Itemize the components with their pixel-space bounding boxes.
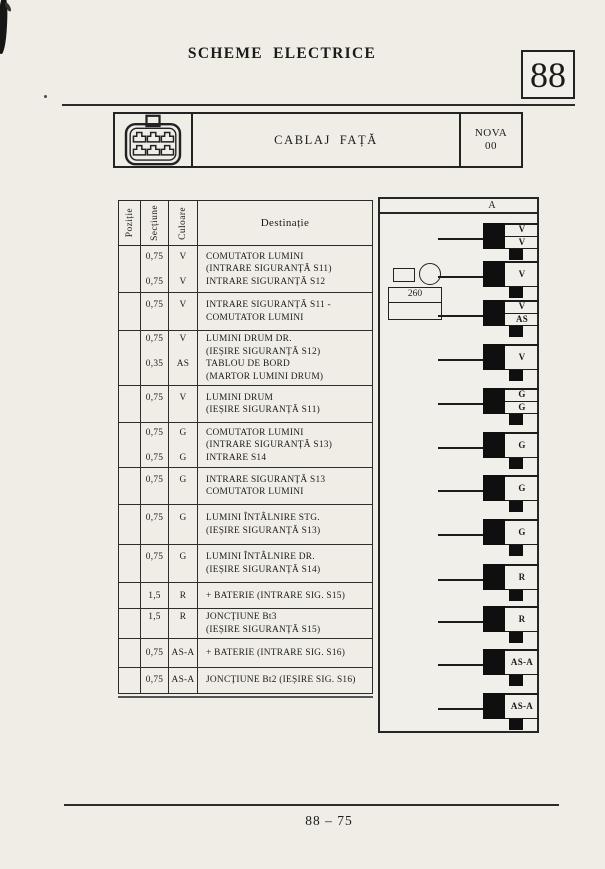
fuse-body: [483, 223, 505, 249]
page-title: SCHEME ELECTRICE: [187, 45, 377, 62]
table-row: [119, 505, 372, 545]
fuse-group: [380, 606, 537, 644]
col-header-sectiune: [141, 201, 169, 245]
table-row: [119, 246, 372, 293]
cell-line: [169, 346, 197, 359]
table-row: [119, 386, 372, 423]
table-row: [119, 331, 372, 386]
cell-pozitie: [119, 246, 141, 292]
cell-line: 0,75: [145, 675, 164, 686]
fuse-group: [380, 300, 537, 338]
col-header-culoare: [169, 201, 198, 245]
cell-line: TABLOU DE BORD: [206, 359, 290, 370]
model-name: NOVA: [474, 127, 508, 139]
wiring-table: [118, 200, 373, 694]
cell-line: 0,75: [145, 334, 164, 345]
cell-culoare: [169, 246, 198, 292]
fuse-group: [380, 261, 537, 299]
table-row: [119, 545, 372, 583]
wire-line: [438, 621, 483, 623]
cell-sectiune: [141, 468, 169, 504]
cell-pozitie: [119, 423, 141, 467]
cell-sectiune: [141, 505, 169, 544]
cell-line: [169, 263, 197, 276]
cell-pozitie: [119, 545, 141, 582]
fuse-tab: [509, 287, 523, 298]
table-row: [119, 423, 372, 468]
fuse-labels: [505, 519, 539, 545]
fuse-labels: [505, 261, 539, 287]
cell-line: 0,75: [145, 251, 164, 262]
fuse-tab: [509, 249, 523, 260]
col-header-destinatie: Destinație: [260, 217, 310, 229]
fuse-labels: [505, 606, 539, 632]
fuse-group: [380, 693, 537, 731]
cell-pozitie: [119, 468, 141, 504]
wire-line: [438, 490, 483, 492]
cell-pozitie: [119, 583, 141, 608]
cell-culoare: [169, 639, 198, 667]
fuse-group: [380, 344, 537, 382]
cell-line: INTRARE S14: [206, 452, 267, 463]
fuse-group: [380, 388, 537, 426]
footer-page-ref: 88 – 75: [305, 813, 353, 828]
cell-line: 0,35: [145, 359, 164, 370]
cell-line: (INTRARE SIGURANȚĂ S13): [206, 440, 333, 451]
cell-line: [141, 439, 168, 452]
cell-pozitie: [119, 609, 141, 638]
fuse-label: AS: [505, 313, 539, 326]
fuse-tab: [509, 675, 523, 686]
cell-destinatie: [198, 246, 372, 292]
fuse-label: G: [518, 440, 526, 450]
cell-culoare: [169, 545, 198, 582]
cell-sectiune: [141, 386, 169, 422]
cell-line: INTRARE SIGURANȚĂ S12: [206, 276, 326, 287]
cell-destinatie: [198, 331, 372, 385]
fuse-tab: [509, 545, 523, 556]
cell-culoare: [169, 331, 198, 385]
cell-pozitie: [119, 668, 141, 693]
wire-line: [438, 403, 483, 405]
cell-line: AS-A: [171, 675, 195, 686]
model-cell: [459, 114, 521, 166]
page-number: 88: [530, 54, 566, 95]
fuse-label: V: [505, 236, 539, 249]
fuse-tab: [509, 326, 523, 337]
cell-destinatie: [198, 609, 372, 638]
footer-rule: [64, 804, 559, 806]
cell-line: V: [179, 392, 187, 403]
wire-line: [438, 579, 483, 581]
cell-destinatie: [198, 583, 372, 608]
cell-destinatie: [198, 545, 372, 582]
fuse-labels: [505, 475, 539, 501]
wire-line: [438, 447, 483, 449]
cell-pozitie: [119, 505, 141, 544]
fuse-body: [483, 519, 505, 545]
cell-culoare: [169, 423, 198, 467]
cell-destinatie: [198, 293, 372, 330]
wire-line: [438, 315, 483, 317]
table-row: [119, 293, 372, 331]
table-row: [119, 609, 372, 639]
cell-sectiune: [141, 293, 169, 330]
cell-destinatie: [198, 668, 372, 693]
cell-line: 1,5: [148, 590, 161, 601]
cell-line: 1,5: [148, 612, 161, 623]
fuse-tab: [509, 719, 523, 730]
fuse-tab: [509, 458, 523, 469]
fuse-tab: [509, 414, 523, 425]
fuse-tab: [509, 632, 523, 643]
cell-line: + BATERIE (INTRARE SIG. S15): [206, 590, 346, 601]
fuse-body: [483, 475, 505, 501]
cell-sectiune: [141, 639, 169, 667]
table-row: [119, 668, 372, 693]
cell-sectiune: [141, 246, 169, 292]
cell-line: R: [179, 590, 187, 601]
fuse-labels: [505, 649, 539, 675]
fuse-label: V: [518, 352, 526, 362]
cell-culoare: [169, 609, 198, 638]
cell-line: 0,75: [145, 300, 164, 311]
table-row: [119, 468, 372, 505]
cell-line: LUMINI ÎNTÂLNIRE DR.: [206, 552, 315, 563]
fuse-body: [483, 606, 505, 632]
cell-line: R: [179, 612, 187, 623]
cell-culoare: [169, 505, 198, 544]
cell-line: COMUTATOR LUMINI: [206, 312, 304, 323]
cell-culoare: [169, 468, 198, 504]
fuse-group: [380, 223, 537, 261]
cell-culoare: [169, 386, 198, 422]
cell-line: INTRARE SIGURANȚĂ S11 -: [206, 300, 331, 311]
cell-line: (IEȘIRE SIGURANȚĂ S14): [206, 564, 321, 575]
cell-pozitie: [119, 293, 141, 330]
cell-culoare: [169, 583, 198, 608]
fuse-labels: [505, 223, 539, 249]
wire-line: [438, 359, 483, 361]
cell-sectiune: [141, 583, 169, 608]
cell-line: G: [179, 474, 187, 485]
header-bar-title: CABLAJ FAȚĂ: [274, 132, 378, 147]
cell-destinatie: [198, 423, 372, 467]
cell-pozitie: [119, 331, 141, 385]
cell-line: LUMINI ÎNTÂLNIRE STG.: [206, 513, 320, 524]
fuse-group: [380, 475, 537, 513]
fuse-label: G: [518, 483, 526, 493]
fuse-body: [483, 261, 505, 287]
cell-pozitie: [119, 639, 141, 667]
fuse-body: [483, 649, 505, 675]
cell-culoare: [169, 668, 198, 693]
fuse-group: [380, 432, 537, 470]
cell-line: (IEȘIRE SIGURANȚĂ S12): [206, 346, 321, 357]
cell-line: (IEȘIRE SIGURANȚĂ S13): [206, 525, 321, 536]
cell-line: 0,75: [145, 452, 164, 463]
connector-6pin-icon: [123, 113, 183, 167]
cell-line: AS: [176, 359, 190, 370]
scan-speck: [44, 95, 47, 98]
model-code: 00: [485, 140, 497, 152]
cell-line: INTRARE SIGURANȚĂ S13: [206, 474, 326, 485]
table-header-row: [119, 201, 372, 246]
cell-line: (MARTOR LUMINI DRUM): [206, 372, 324, 383]
cell-pozitie: [119, 386, 141, 422]
cell-line: 0,75: [145, 513, 164, 524]
fuse-tab: [509, 370, 523, 381]
cell-sectiune: [141, 423, 169, 467]
page-number-box: [521, 50, 575, 99]
wire-line: [438, 664, 483, 666]
header-rule: [62, 104, 575, 106]
fuse-group: [380, 519, 537, 557]
fuse-body: [483, 564, 505, 590]
table-row: [119, 583, 372, 609]
cell-line: LUMINI DRUM: [206, 392, 274, 403]
cell-destinatie: [198, 386, 372, 422]
col-header-pozitie-label: Poziție: [124, 208, 135, 238]
col-header-culoare-label: Culoare: [178, 206, 188, 240]
wire-line: [438, 708, 483, 710]
fuse-body: [483, 432, 505, 458]
cell-line: V: [179, 300, 187, 311]
table-row: [119, 639, 372, 668]
header-bar: [113, 112, 523, 168]
fuse-tab: [509, 590, 523, 601]
cell-line: G: [179, 452, 187, 463]
fuse-body: [483, 344, 505, 370]
cell-line: V: [179, 334, 187, 345]
cell-line: [141, 263, 168, 276]
cell-line: 0,75: [145, 474, 164, 485]
fuse-label: AS-A: [510, 701, 534, 711]
diagram-panel: [378, 197, 539, 733]
cell-line: [141, 346, 168, 359]
cell-destinatie: [198, 468, 372, 504]
wire-line: [438, 534, 483, 536]
cell-line: AS-A: [171, 648, 195, 659]
cell-line: LUMINI DRUM DR.: [206, 334, 292, 345]
cell-sectiune: [141, 668, 169, 693]
fuse-labels: [505, 564, 539, 590]
cell-sectiune: [141, 609, 169, 638]
cell-line: G: [179, 552, 187, 563]
cell-line: (IEȘIRE SIGURANȚĂ S11): [206, 405, 321, 416]
fuse-body: [483, 693, 505, 719]
col-header-pozitie: [119, 201, 141, 245]
connector-cell: [115, 114, 193, 166]
cell-line: [169, 439, 197, 452]
fuse-label: R: [518, 572, 526, 582]
cell-line: JONCȚIUNE Bt2 (IEȘIRE SIG. S16): [206, 675, 356, 686]
fuse-label: V: [518, 301, 526, 311]
cell-destinatie: [198, 639, 372, 667]
cell-line: G: [179, 513, 187, 524]
zone-label: A: [488, 200, 496, 211]
cell-line: 0,75: [145, 648, 164, 659]
component-label: 260: [389, 288, 441, 303]
wire-line: [438, 238, 483, 240]
cell-line: (IEȘIRE SIGURANȚĂ S15): [206, 624, 321, 635]
cell-sectiune: [141, 331, 169, 385]
fuse-body: [483, 300, 505, 326]
cell-line: COMUTATOR LUMINI: [206, 251, 304, 262]
cell-line: COMUTATOR LUMINI: [206, 427, 304, 438]
fuse-label: R: [518, 614, 526, 624]
cell-line: + BATERIE (INTRARE SIG. S16): [206, 648, 346, 659]
fuse-group: [380, 564, 537, 602]
cell-culoare: [169, 293, 198, 330]
table-underline: [118, 696, 373, 698]
cell-line: 0,75: [145, 427, 164, 438]
cell-line: 0,75: [145, 276, 164, 287]
fuse-group: [380, 649, 537, 687]
cell-line: 0,75: [145, 392, 164, 403]
col-header-sectiune-label: Secțiune: [149, 205, 160, 241]
cell-line: COMUTATOR LUMINI: [206, 487, 304, 498]
cell-line: G: [179, 427, 187, 438]
wiring-table-body: [119, 246, 372, 693]
fuse-label: V: [518, 269, 526, 279]
cell-line: (INTRARE SIGURANȚĂ S11): [206, 264, 332, 275]
cell-line: V: [179, 251, 187, 262]
cell-line: 0,75: [145, 552, 164, 563]
fuse-labels: [505, 388, 539, 414]
wire-line: [438, 276, 483, 278]
fuse-label: V: [518, 224, 526, 234]
fuse-label: AS-A: [510, 657, 534, 667]
fuse-label: G: [518, 389, 526, 399]
fuse-labels: [505, 344, 539, 370]
cell-destinatie: [198, 505, 372, 544]
fuse-labels: [505, 432, 539, 458]
cell-sectiune: [141, 545, 169, 582]
fuse-labels: [505, 693, 539, 719]
cell-line: JONCȚIUNE Bt3: [206, 612, 277, 623]
fuse-tab: [509, 501, 523, 512]
fuse-label: G: [505, 401, 539, 414]
fuse-body: [483, 388, 505, 414]
zone-band-line: [380, 212, 537, 214]
fuse-label: G: [518, 527, 526, 537]
cell-line: V: [179, 276, 187, 287]
fuse-labels: [505, 300, 539, 326]
